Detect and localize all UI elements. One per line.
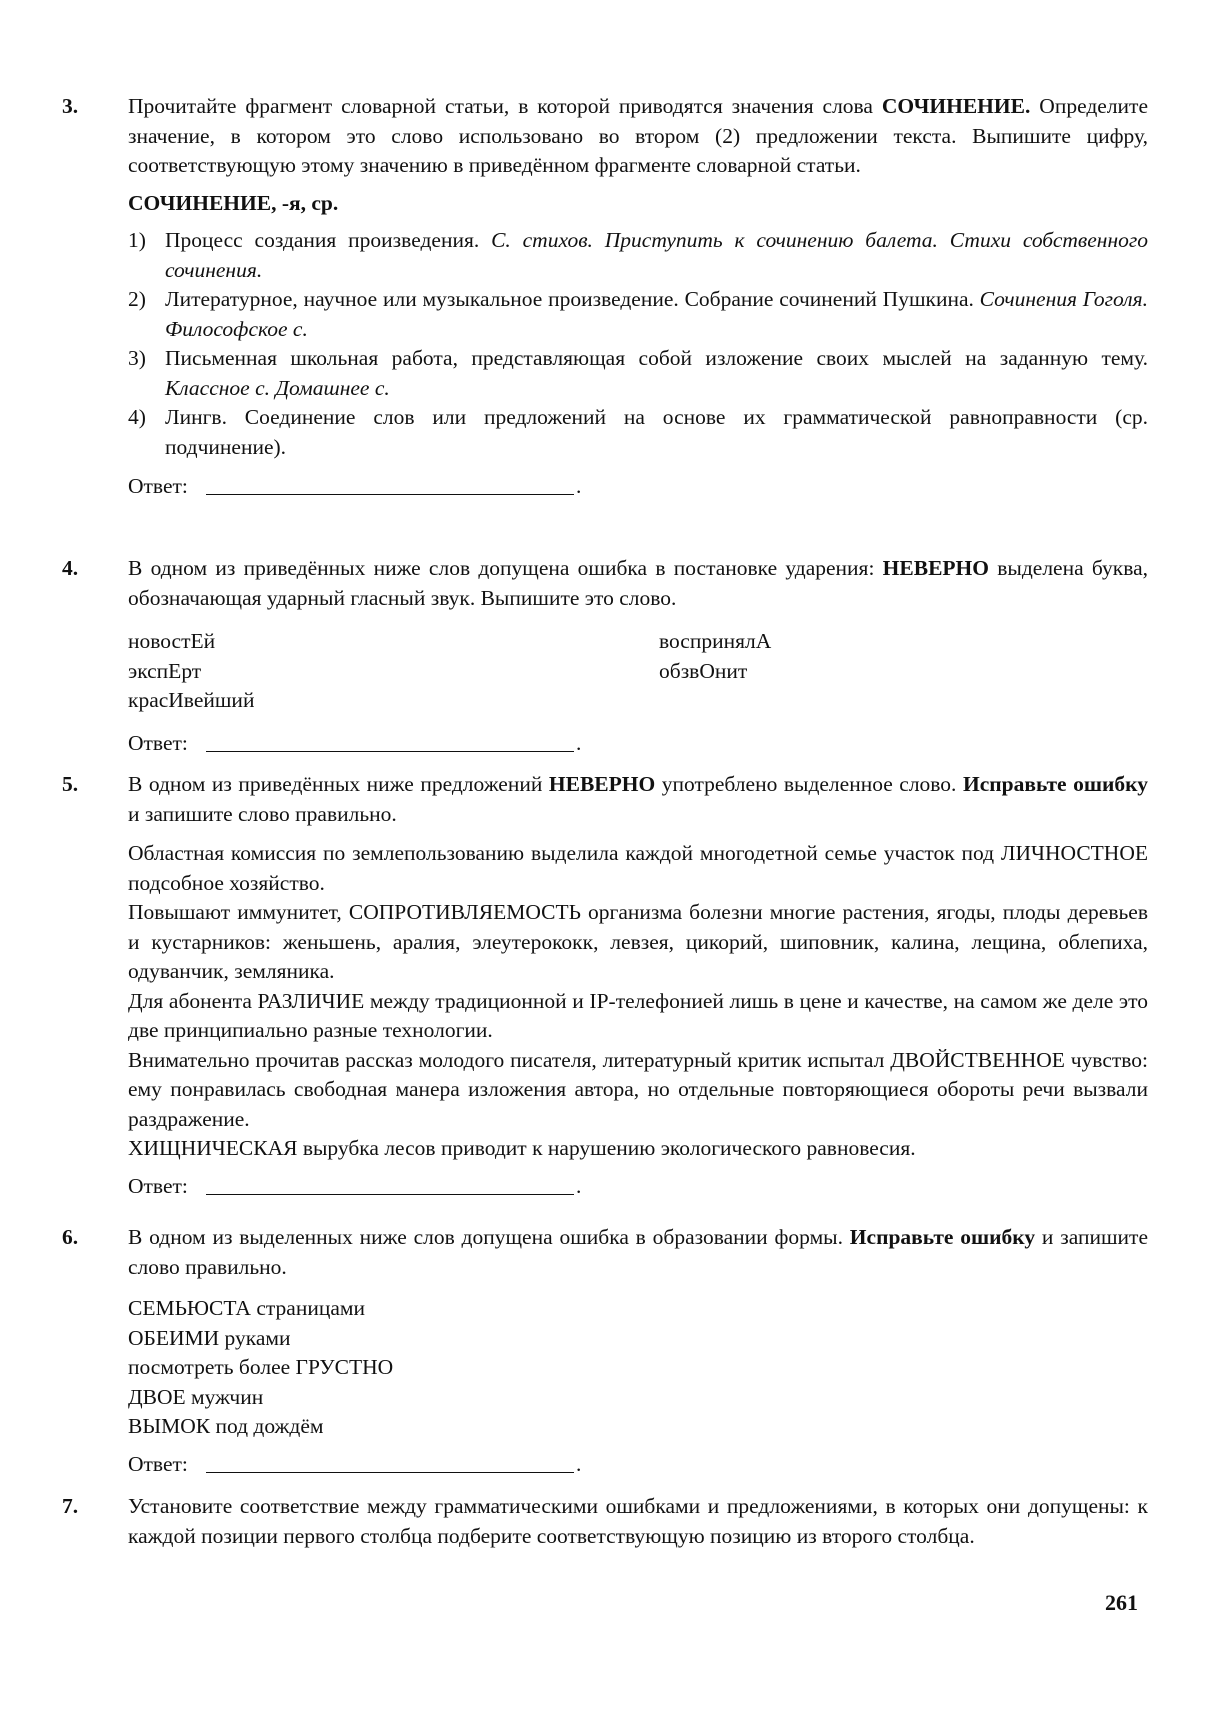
task-question: В одном из приведённых ниже предложений НЕВЕРНО употреблено выделенное слово. Исправьте ошибку и запишите слово правильно. <box>128 772 1148 826</box>
word-item: экспЕрт <box>128 658 202 683</box>
answer-field[interactable]: Ответ: . <box>128 474 582 498</box>
word-item: СЕМЬЮСТА страницами <box>128 1296 366 1320</box>
task-number: 4. <box>62 556 79 580</box>
page-number: 261 <box>1105 1590 1138 1615</box>
task-number: 7. <box>62 1494 79 1518</box>
word-item: красИвейший <box>128 688 255 712</box>
task-question: В одном из выделенных ниже слов допущена ошибка в образовании формы. Исправьте ошибку и запишите слово правильно. <box>128 1225 1148 1279</box>
word-item: посмотреть более ГРУСТНО <box>128 1355 394 1379</box>
definition-item: 3) Письменная школьная работа, представляющая собой изложение своих мыслей на заданную тему. Классное с. Домашнее с. <box>128 346 1148 400</box>
answer-field[interactable]: Ответ: . <box>128 1451 582 1476</box>
task-content <box>128 554 1148 759</box>
word-item: воспринялА <box>659 629 772 653</box>
sentence-item: Для абонента РАЗЛИЧИЕ между традиционной и IP-телефонией лишь в цене и качестве, на самом же деле это две принципиально разные технологии. <box>128 988 1148 1042</box>
task-number: 3. <box>62 94 79 118</box>
word-item: ДВОЕ мужчин <box>128 1384 264 1409</box>
answer-line[interactable] <box>206 1194 574 1195</box>
task-question: Прочитайте фрагмент словарной статьи, в которой приводятся значения слова СОЧИНЕНИЕ. Определите значение, в котором это слово использовано во втором (2) предложении текста. Выпишите цифру, соответствующую этому значению в приведённом фрагменте словарной статьи. <box>128 94 1148 177</box>
word-column <box>659 627 771 686</box>
answer-line[interactable] <box>206 751 574 752</box>
task-question: Установите соответствие между грамматическими ошибками и предложениями, в которых они допущены: к каждой позиции первого столбца подберите соответствующую позицию из второго столбца. <box>128 1494 1148 1548</box>
answer-line[interactable] <box>206 494 574 495</box>
definition-list <box>128 226 1148 462</box>
answer-line[interactable] <box>206 1472 574 1473</box>
answer-field[interactable]: Ответ: . <box>128 731 582 755</box>
word-list <box>128 1294 1148 1442</box>
word-item: ОБЕИМИ руками <box>128 1325 291 1350</box>
sentence-item: Областная комиссия по землепользованию выделила каждой многодетной семье участок под ЛИЧНОСТНОЕ подсобное хозяйство. <box>128 841 1148 895</box>
word-columns <box>128 627 1148 719</box>
task-number: 6. <box>62 1225 79 1249</box>
task-content <box>128 1492 1148 1551</box>
answer-label: Ответ: <box>128 731 188 755</box>
task-question: В одном из приведённых ниже слов допущена ошибка в постановке ударения: НЕВЕРНО выделена буква, обозначающая ударный гласный звук. Выпишите это слово. <box>128 556 1148 610</box>
word-item: ВЫМОК под дождём <box>128 1414 324 1438</box>
answer-label: Ответ: <box>128 474 188 498</box>
task-number: 5. <box>62 772 79 796</box>
sentence-item: Внимательно прочитав рассказ молодого писателя, литературный критик испытал ДВОЙСТВЕННОЕ чувство: ему понравилась свободная манера изложения автора, но отдельные повторяющиеся обороты речи вызвали раздражение. <box>128 1047 1148 1131</box>
answer-field[interactable]: Ответ: . <box>128 1173 582 1198</box>
sentence-item: ХИЩНИЧЕСКАЯ вырубка лесов приводит к нарушению экологического равновесия. <box>128 1136 916 1160</box>
word-column <box>128 627 254 716</box>
definition-item: 4) Лингв. Соединение слов или предложений на основе их грамматической равноправности (ср. подчинение). <box>128 405 1148 459</box>
task-content <box>128 770 1148 1202</box>
sentence-list <box>128 839 1148 1164</box>
answer-label: Ответ: <box>128 1173 188 1198</box>
task-content <box>128 1223 1148 1480</box>
definition-item: 2) Литературное, научное или музыкальное произведение. Собрание сочинений Пушкина. Сочинения Гоголя. Философское с. <box>128 287 1148 341</box>
word-item: новостЕй <box>128 629 216 653</box>
answer-label: Ответ: <box>128 1451 188 1476</box>
task-content <box>128 92 1148 502</box>
dictionary-headword: СОЧИНЕНИЕ, -я, ср. <box>128 190 339 215</box>
definition-item: 1) Процесс создания произведения. С. стихов. Приступить к сочинению балета. Стихи собственного сочинения. <box>128 228 1148 282</box>
sentence-item: Повышают иммунитет, СОПРОТИВЛЯЕМОСТЬ организма болезни многие растения, ягоды, плоды деревьев и кустарников: женьшень, аралия, элеутерококк, левзея, цикорий, шиповник, калина, лещина, облепиха, одуванчик, земляника. <box>128 900 1148 983</box>
word-item: обзвОнит <box>659 658 748 683</box>
